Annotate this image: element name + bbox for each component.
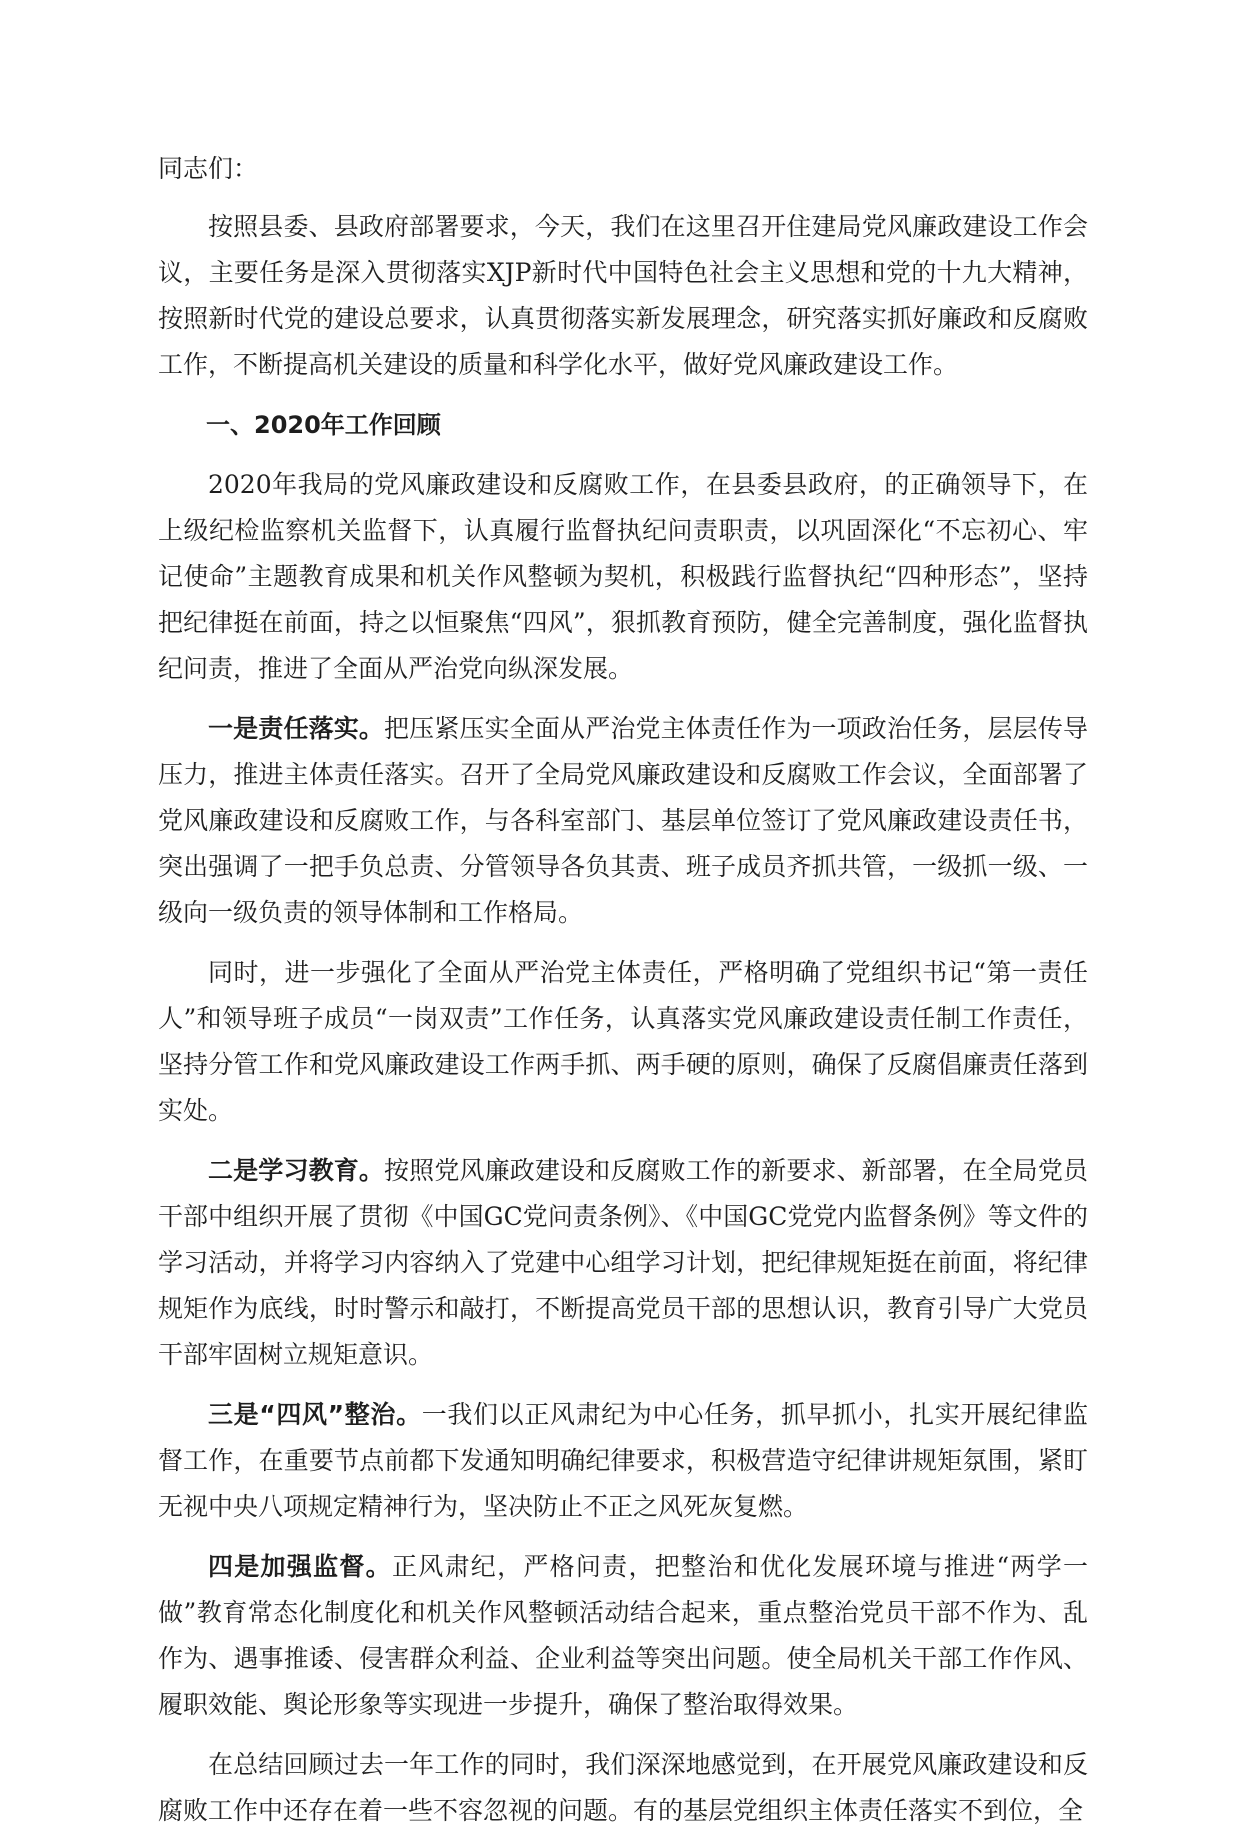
item-paragraph-supervision: [158, 1544, 1088, 1728]
item-paragraph-education: [158, 1148, 1088, 1378]
item-paragraph-responsibility: [158, 706, 1088, 936]
item-body-supervision: 正风肃纪，严格问责，把整治和优化发展环境与推进“两学一做”教育常态化制度化和机关作风整顿活动结合起来，重点整治党员干部不作为、乱作为、遇事推诿、侵害群众利益、企业利益等突出问题。使全局机关干部工作作风、履职效能、舆论形象等实现进一步提升，确保了整治取得效果。: [158, 1552, 1088, 1719]
item-body-responsibility: 把压紧压实全面从严治党主体责任作为一项政治任务，层层传导压力，推进主体责任落实。召开了全局党风廉政建设和反腐败工作会议，全面部署了党风廉政建设和反腐败工作，与各科室部门、基层单位签订了党风廉政建设责任书，突出强调了一把手负总责、分管领导各负其责、班子成员齐抓共管，一级抓一级、一级向一级负责的领导体制和工作格局。: [158, 714, 1088, 927]
summary-paragraph: 2020年我局的党风廉政建设和反腐败工作，在县委县政府，的正确领导下，在上级纪检监察机关监督下，认真履行监督执纪问责职责，以巩固深化“不忘初心、牢记使命”主题教育成果和机关作风整顿为契机，积极践行监督执纪“四种形态”，坚持把纪律挺在前面，持之以恒聚焦“四风”，狠抓教育预防，健全完善制度，强化监督执纪问责，推进了全面从严治党向纵深发展。: [158, 470, 1088, 683]
item-paragraph-four-winds: [158, 1392, 1088, 1530]
item-body-four-winds: 一我们以正风肃纪为中心任务，抓早抓小，扎实开展纪律监督工作，在重要节点前都下发通知明确纪律要求，积极营造守纪律讲规矩氛围，紧盯无视中央八项规定精神行为，坚决防止不正之风死灰复燃。: [158, 1400, 1088, 1521]
item-lead-education: 二是学习教育。: [208, 1156, 385, 1185]
item-lead-four-winds: 三是“四风”整治。: [208, 1400, 422, 1429]
section-heading: 一、2020年工作回顾: [206, 411, 441, 439]
intro-paragraph: 按照县委、县政府部署要求，今天，我们在这里召开住建局党风廉政建设工作会议，主要任务是深入贯彻落实XJP新时代中国特色社会主义思想和党的十九大精神，按照新时代党的建设总要求，认真贯彻落实新发展理念，研究落实抓好廉政和反腐败工作，不断提高机关建设的质量和科学化水平，做好党风廉政建设工作。: [158, 212, 1088, 379]
responsibility-extra-paragraph: 同时，进一步强化了全面从严治党主体责任，严格明确了党组织书记“第一责任人”和领导班子成员“一岗双责”工作任务，认真落实党风廉政建设责任制工作责任，坚持分管工作和党风廉政建设工作两手抓、两手硬的原则，确保了反腐倡廉责任落到实处。: [158, 958, 1088, 1125]
document-page: [158, 146, 1088, 1848]
closing-paragraph: 在总结回顾过去一年工作的同时，我们深深地感觉到，在开展党风廉政建设和反腐败工作中还存在着一些不容忽视的问题。有的基层党组织主体责任落实不到位，全: [158, 1750, 1088, 1825]
item-lead-responsibility: 一是责任落实。: [208, 714, 385, 743]
salutation: 同志们：: [158, 154, 259, 183]
item-body-education: 按照党风廉政建设和反腐败工作的新要求、新部署，在全局党员干部中组织开展了贯彻《中国GC党问责条例》、《中国GC党党内监督条例》等文件的学习活动，并将学习内容纳入了党建中心组学习计划，把纪律规矩挺在前面，将纪律规矩作为底线，时时警示和敲打，不断提高党员干部的思想认识，教育引导广大党员干部牢固树立规矩意识。: [158, 1156, 1088, 1369]
item-lead-supervision: 四是加强监督。: [208, 1552, 392, 1581]
